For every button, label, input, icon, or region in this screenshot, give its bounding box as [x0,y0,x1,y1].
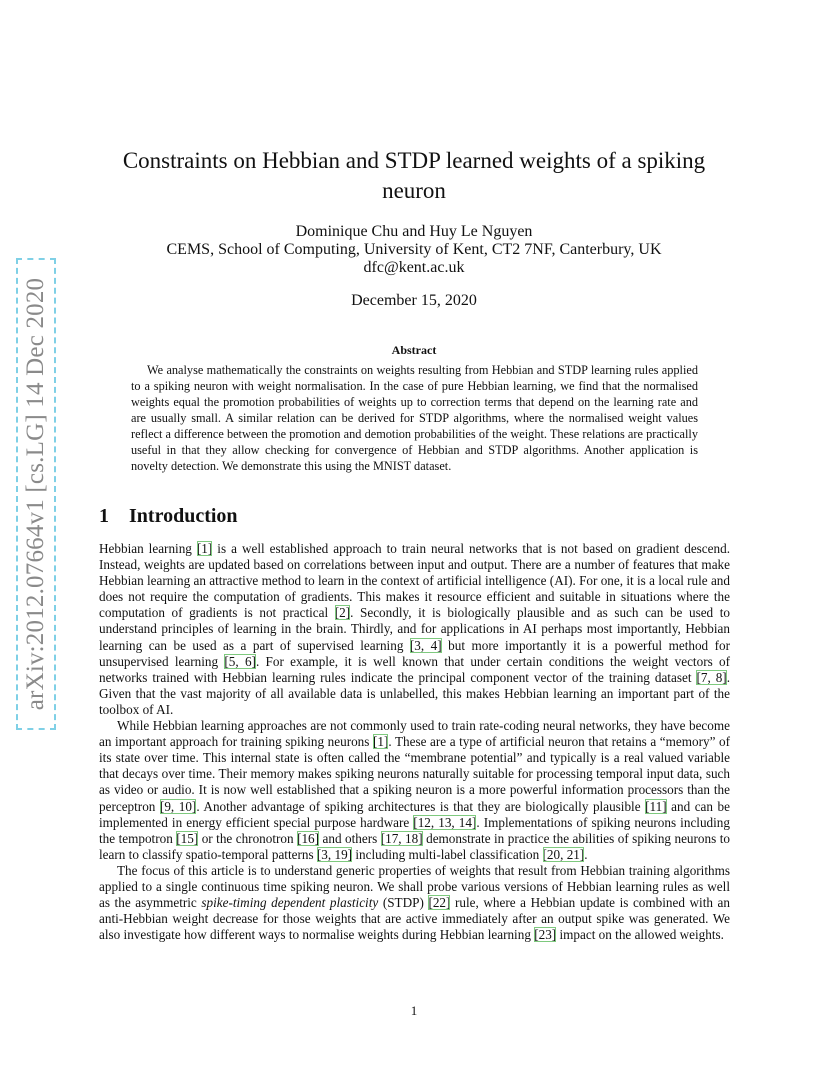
author-affiliation: CEMS, School of Computing, University of Kent, CT2 7NF, Canterbury, UK [166,241,662,258]
citation-link[interactable]: [1] [196,541,213,556]
text-run: The focus of this article is to understand generic properties of weights that result from Hebbian training algorithms applied to a single continuous time spiking neuron. We shall probe various versions of Hebbian learning rules as well as the asymmetric [99,862,730,911]
text-run: including multi-label classification [352,846,543,862]
abstract-heading: Abstract [391,343,437,357]
page-number: 1 [410,1003,418,1018]
citation-link[interactable]: [7, 8] [696,669,727,685]
citation-link[interactable]: [17, 18] [380,830,423,846]
paragraph-2 [99,718,730,863]
text-run: or the chronotron [198,830,298,846]
paragraph-3 [99,863,730,943]
author-email: dfc@kent.ac.uk [363,259,465,276]
text-run: . For example, it is well known that under certain conditions the weight vectors of networks trained with Hebbian learning rules indicate the principal component vector of the training dataset [99,653,730,685]
text-run: . Implementations of spiking neurons including the tempotron [99,814,730,846]
citation-link[interactable]: [16] [297,830,320,846]
citation-link[interactable]: [2] [334,605,351,621]
citation-link[interactable]: [1] [372,734,389,750]
text-run: . Given that the vast majority of all available data is unlabelled, this makes Hebbian learning an important part of the toolbox of AI. [99,669,730,717]
text-run: demonstrate in practice the abilities of spiking neurons to learn to classify spatio-temporal patterns [99,830,730,862]
arxiv-identifier-stamp[interactable] [16,258,56,730]
text-run: but more importantly it is a powerful method for unsupervised learning [99,637,730,669]
section-heading [99,505,238,528]
text-run: . These are a type of artificial neuron that retains a “memory” of its state over time. This internal state is often called the “membrane potential” and typically is a real valued variable that decays over time. Their memory makes spiking neurons naturally suitable for processing temporal input data, such as video or audio. It is now well established that a spiking neuron is a more powerful information processors than the perceptron [99,734,730,814]
citation-link[interactable]: [11] [645,798,667,814]
citation-link[interactable]: [22] [428,895,451,911]
text-run: and can be implemented in energy efficient special purpose hardware [99,798,730,830]
paper-date: December 15, 2020 [351,292,477,309]
arxiv-identifier-text: arXiv:2012.07664v1 [cs.LG] 14 Dec 2020 [22,277,49,711]
text-run: Hebbian learning [99,541,197,556]
citation-link[interactable]: [20, 21] [542,846,585,862]
abstract-text: We analyse mathematically the constraints on weights resulting from Hebbian and STDP learning rules applied to a spiking neuron with weight normalisation. In the case of pure Hebbian learning, we find that the normalised weights equal the promotion probabilities of weights up to correction terms that depend on the learning rate and are usually small. A similar relation can be derived for STDP algorithms, where the normalised weight values reflect a difference between the promotion and demotion probabilities of the weight. These relations are practically useful in that they allow checking for convergence of Hebbian and STDP algorithms. Another application is novelty detection. We demonstrate this using the MNIST dataset. [131,363,698,473]
text-run: is a well established approach to train neural networks that is not based on gradient descend. Instead, weights are updated based on correlations between input and output. There are a number of features that make Hebbian learning an attractive method to learn in the context of artificial intelligence (AI). For one, it is a local rule and does not require the computation of gradients. This makes it resource efficient and suitable in situations where the computation of gradients is not practical [99,541,731,621]
citation-link[interactable]: [23] [534,927,557,943]
text-run: impact on the allowed weights. [556,927,724,943]
text-run: (STDP) [378,895,429,911]
paragraph-1 [99,541,730,718]
text-run: . [584,846,588,862]
citation-link[interactable]: [9, 10] [159,798,197,814]
citation-link[interactable]: [3, 4] [409,637,442,653]
emphasized-term: spike-timing dependent plasticity [201,895,379,911]
citation-link[interactable]: [15] [176,830,199,846]
citation-link[interactable]: [5, 6] [224,653,256,669]
paper-authors: Dominique Chu and Huy Le Nguyen [295,223,533,240]
text-run: and others [319,830,381,846]
paper-title: Constraints on Hebbian and STDP learned weights of a spiking neuron [122,148,706,203]
text-run: While Hebbian learning approaches are not commonly used to train rate-coding neural networks, they have become an important approach for training spiking neurons [99,718,730,750]
text-run: . Another advantage of spiking architectures is that they are biologically plausible [196,798,646,814]
section-number: 1 [99,505,109,527]
citation-link[interactable]: [3, 19] [316,846,353,862]
citation-link[interactable]: [12, 13, 14] [413,814,477,830]
section-title: Introduction [129,505,238,527]
text-run: rule, where a Hebbian update is combined with an anti-Hebbian weight decrease for those weights that are active immediately after an output spike was generated. We also investigate how different ways to normalise weights during Hebbian learning [99,895,731,943]
text-run: . Secondly, it is biologically plausible and as such can be used to understand principles of learning in the brain. Thirdly, and for applications in AI perhaps most importantly, Hebbian learning can be used as a part of supervised learning [99,605,730,653]
introduction-body [99,541,730,943]
